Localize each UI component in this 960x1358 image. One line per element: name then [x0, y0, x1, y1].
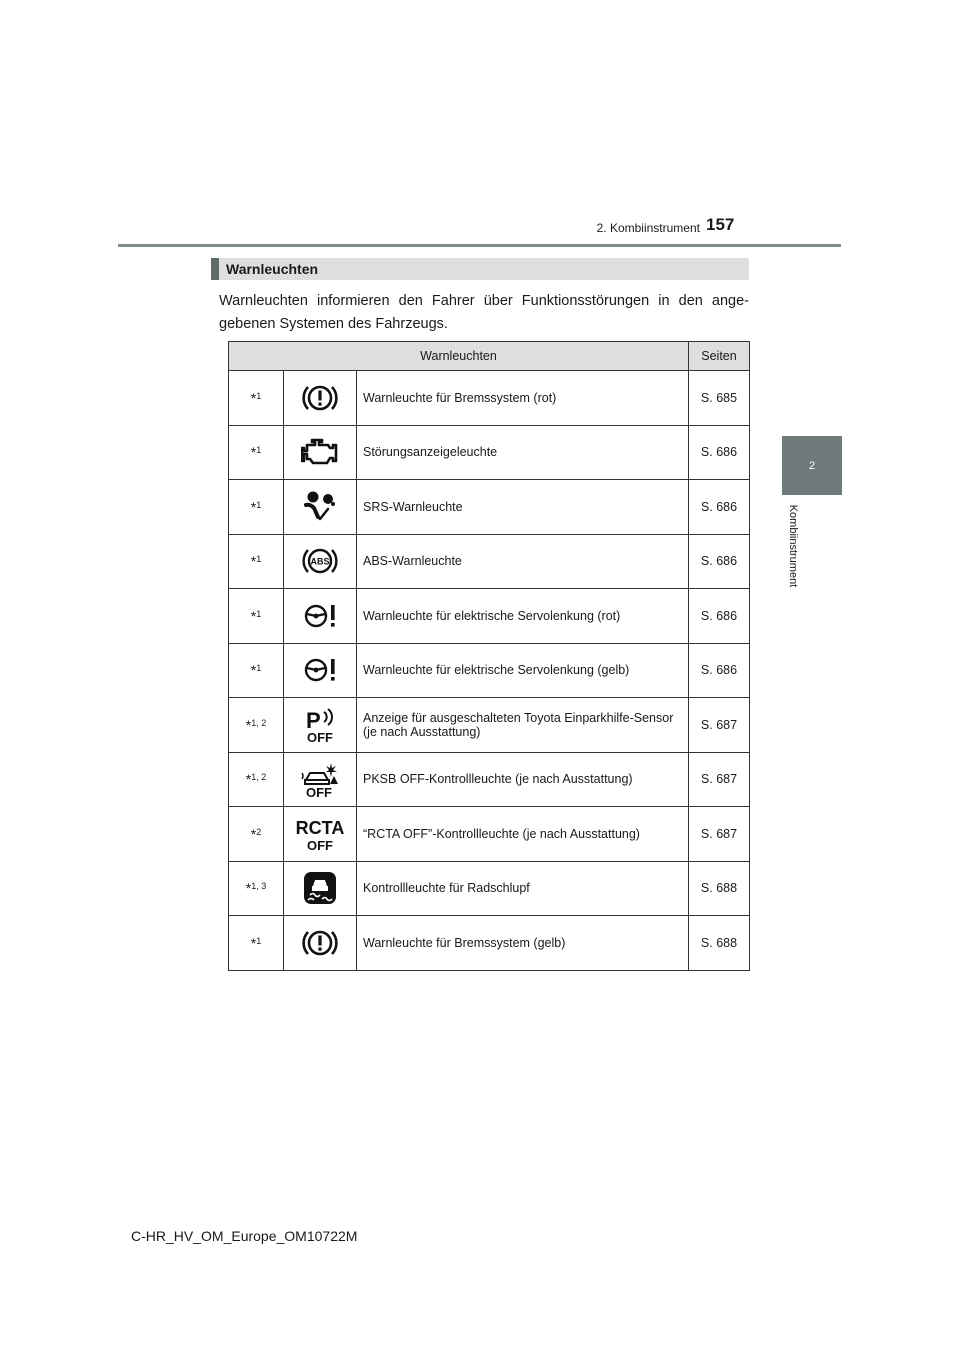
srs-airbag-icon	[284, 480, 357, 535]
page-reference: S. 686	[689, 643, 750, 698]
footnote-number: 1, 2	[251, 772, 267, 783]
table-header-row	[229, 342, 750, 371]
footnote-marker: *$^1$	[229, 534, 284, 589]
svg-text:P: P	[306, 707, 321, 733]
table-row	[229, 643, 750, 698]
page-reference: S. 686	[689, 425, 750, 480]
footnote-number: 2	[256, 826, 262, 837]
document-footer: C-HR_HV_OM_Europe_OM10722M	[131, 1228, 358, 1244]
page-reference: S. 686	[689, 589, 750, 644]
warning-description: Kontrollleuchte für Radschlupf	[357, 861, 689, 916]
footnote-number: 1	[256, 445, 262, 456]
svg-text:ABS: ABS	[310, 556, 330, 567]
power-steering-warning-icon	[284, 589, 357, 644]
warning-description: PKSB OFF-Kontrollleuchte (je nach Ausstattung)	[357, 752, 689, 807]
warning-description: Anzeige für ausgeschalteten Toyota Einparkhilfe-Sensor (je nach Ausstattung)	[357, 698, 689, 753]
table-row	[229, 534, 750, 589]
page-reference: S. 687	[689, 807, 750, 862]
section-title: Warnleuchten	[226, 261, 319, 277]
table-row	[229, 480, 750, 535]
warning-description: Warnleuchte für elektrische Servolenkung (rot)	[357, 589, 689, 644]
footnote-marker: *$^1$	[229, 425, 284, 480]
page-number: 157	[706, 215, 735, 234]
footnote-number: 1	[256, 554, 262, 565]
table-row	[229, 752, 750, 807]
warning-description: “RCTA OFF”-Kontrollleuchte (je nach Ausstattung)	[357, 807, 689, 862]
page-reference: S. 688	[689, 861, 750, 916]
pksb-off-icon	[284, 752, 357, 807]
chapter-tab-number: 2	[808, 459, 816, 472]
svg-text:RCTA: RCTA	[295, 817, 345, 838]
warning-description: Störungsanzeigeleuchte	[357, 425, 689, 480]
warning-description: Warnleuchte für Bremssystem (rot)	[357, 371, 689, 426]
header-divider	[118, 244, 841, 247]
footnote-marker: *$^{1, 2}$	[229, 752, 284, 807]
table-header-seiten: Seiten	[689, 342, 750, 371]
footnote-number: 1	[256, 608, 262, 619]
power-steering-warning-icon	[284, 643, 357, 698]
abs-warning-icon	[284, 534, 357, 589]
page-reference: S. 688	[689, 916, 750, 971]
chapter-tab-label: Kombiinstrument	[787, 504, 799, 588]
page-reference: S. 685	[689, 371, 750, 426]
footnote-marker: *$^2$	[229, 807, 284, 862]
engine-malfunction-icon	[284, 425, 357, 480]
rcta-off-icon	[284, 807, 357, 862]
warning-lights-table	[228, 341, 750, 971]
footnote-number: 1	[256, 935, 262, 946]
table-row	[229, 861, 750, 916]
table-row	[229, 916, 750, 971]
chapter-title: 2. Kombiinstrument	[596, 221, 700, 235]
footnote-marker: *$^1$	[229, 643, 284, 698]
footnote-number: 1	[256, 390, 262, 401]
chapter-tab	[782, 436, 842, 495]
page-reference: S. 687	[689, 698, 750, 753]
svg-text:OFF: OFF	[306, 785, 332, 799]
warning-description: SRS-Warnleuchte	[357, 480, 689, 535]
parking-assist-off-icon	[284, 698, 357, 753]
brake-system-warning-icon	[284, 916, 357, 971]
table-row	[229, 807, 750, 862]
warning-description: Warnleuchte für Bremssystem (gelb)	[357, 916, 689, 971]
warning-description: Warnleuchte für elektrische Servolenkung (gelb)	[357, 643, 689, 698]
table-header-warnleuchten: Warnleuchten	[229, 342, 689, 371]
footnote-marker: *$^{1, 3}$	[229, 861, 284, 916]
section-heading-bar	[211, 258, 749, 280]
footnote-number: 1	[256, 499, 262, 510]
footnote-number: 1, 3	[251, 881, 267, 892]
page-reference: S. 686	[689, 480, 750, 535]
table-row	[229, 589, 750, 644]
page-reference: S. 686	[689, 534, 750, 589]
warning-description: ABS-Warnleuchte	[357, 534, 689, 589]
footnote-number: 1	[256, 663, 262, 674]
table-row	[229, 425, 750, 480]
table-row	[229, 371, 750, 426]
table-row	[229, 698, 750, 753]
svg-text:OFF: OFF	[307, 729, 333, 744]
intro-paragraph: Warnleuchten informieren den Fahrer über Funktionsstörungen in den ange-gebenen Systemen des Fahrzeugs.	[219, 293, 749, 332]
footnote-marker: *$^1$	[229, 480, 284, 535]
footnote-marker: *$^1$	[229, 916, 284, 971]
slip-indicator-icon	[284, 861, 357, 916]
svg-text:OFF: OFF	[307, 837, 333, 852]
brake-system-warning-icon	[284, 371, 357, 426]
footnote-marker: *$^1$	[229, 589, 284, 644]
footnote-number: 1, 2	[251, 717, 267, 728]
footnote-marker: *$^{1, 2}$	[229, 698, 284, 753]
section-heading-marker	[211, 258, 219, 280]
page-reference: S. 687	[689, 752, 750, 807]
footnote-marker: *$^1$	[229, 371, 284, 426]
